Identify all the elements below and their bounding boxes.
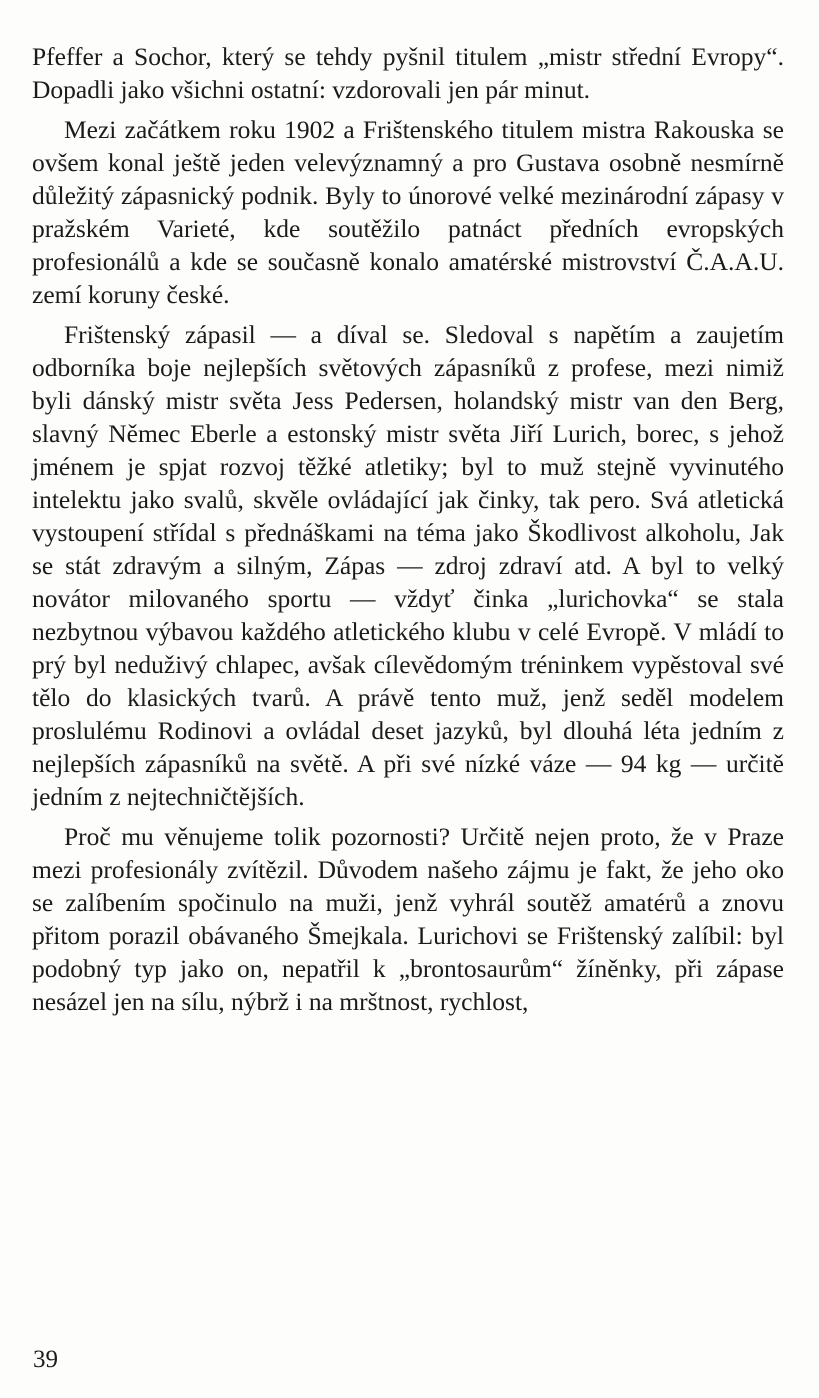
paragraph-1: Pfeffer a Sochor, který se tehdy pyšnil titulem „mistr střední Evropy“. Dopadli jako všichni ostatní: vzdorovali jen pár minut.	[32, 42, 784, 104]
body-text	[32, 40, 784, 1025]
paragraph-2: Mezi začátkem roku 1902 a Frištenského titulem mistra Rakouska se ovšem konal ještě jeden velevýznamný a pro Gustava osobně nesmírně důležitý zápasnický podnik. Byly to únorové velké mezinárodní zápasy v pražském Varieté, kde soutěžilo patnáct předních evropských profesionálů a kde se současně konalo amatérské mistrovství Č.A.A.U. zemí koruny české.	[32, 115, 784, 309]
page-number: 39	[33, 1346, 58, 1373]
paragraph-3: Frištenský zápasil — a díval se. Sledoval s napětím a zaujetím odborníka boje nejlepších světových zápasníků z profese, mezi nimiž byli dánský mistr světa Jess Pedersen, holandský mistr van den Berg, slavný Němec Eberle a estonský mistr světa Jiří Lurich, borec, s jehož jménem je spjat rozvoj těžké atletiky; byl to muž stejně vyvinutého intelektu jako svalů, skvěle ovládající jak činky, tak pero. Svá atletická vystoupení střídal s přednáškami na téma jako Škodlivost alkoholu, Jak se stát zdravým a silným, Zápas — zdroj zdraví atd. A byl to velký novátor milovaného sportu — vždyť činka „lurichovka“ se stala nezbytnou výbavou každého atletického klubu v celé Evropě. V mládí to prý byl neduživý chlapec, avšak cílevědomým tréninkem vypěstoval své tělo do klasických tvarů. A právě tento muž, jenž seděl modelem proslulému Rodinovi a ovládal deset jazyků, byl dlouhá léta jedním z nejlepších zápasníků na světě. A při své nízké váze — 94 kg — určitě jedním z nejtechničtějších.	[32, 320, 784, 811]
paragraph-4: Proč mu věnujeme tolik pozornosti? Určitě nejen proto, že v Praze mezi profesionály zvítězil. Důvodem našeho zájmu je fakt, že jeho oko se zalíbením spočinulo na muži, jenž vyhrál soutěž amatérů a znovu přitom porazil obávaného Šmejkala. Lurichovi se Frištenský zalíbil: byl podobný typ jako on, nepatřil k „brontosaurům“ žíněnky, při zápase nesázel jen na sílu, nýbrž i na mrštnost, rychlost,	[32, 822, 784, 1016]
